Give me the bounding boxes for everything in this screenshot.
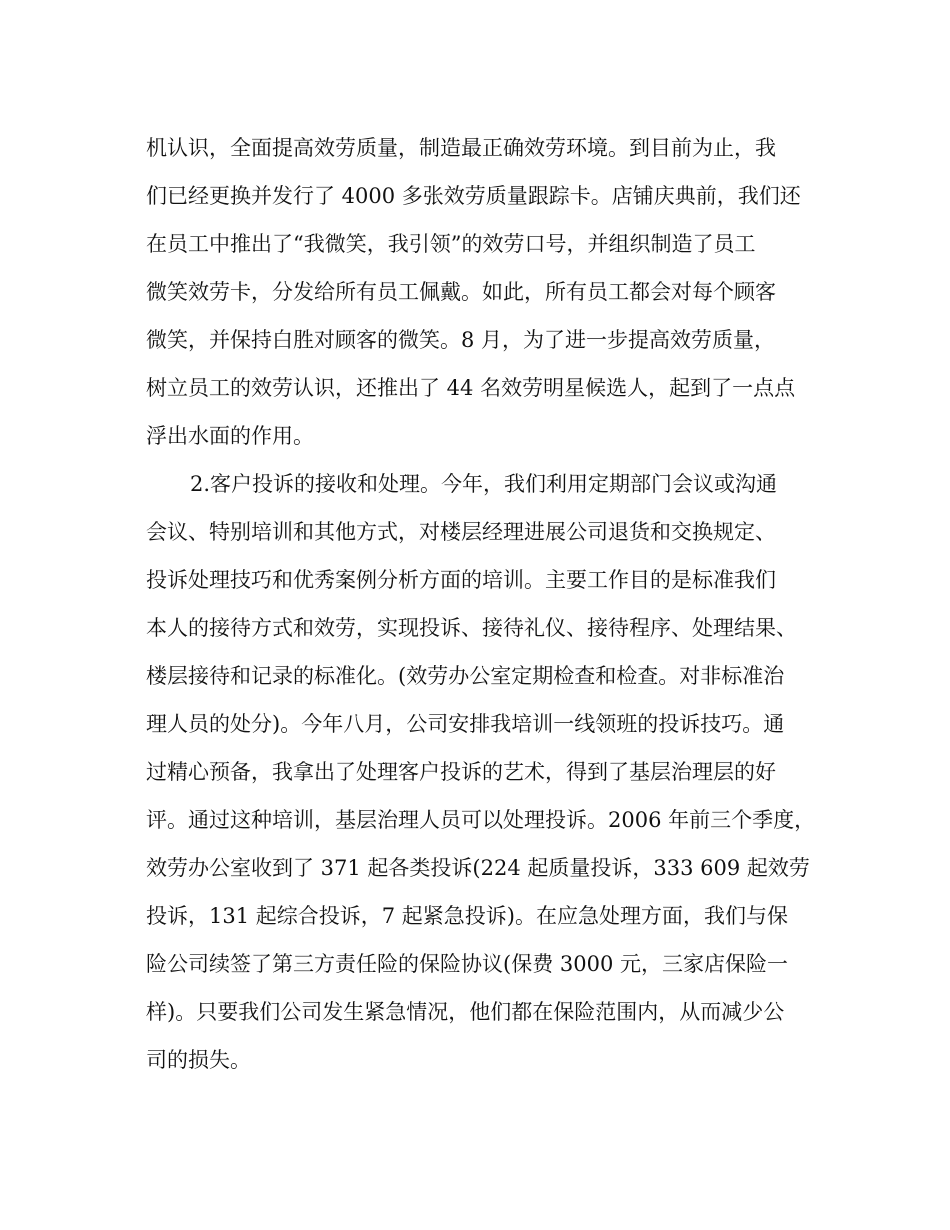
text-line: 样)。只要我们公司发生紧急情况，他们都在保险范围内，从而减少公	[146, 1000, 785, 1024]
text-line: 会议、特别培训和其他方式，对楼层经理进展公司退货和交换规定、	[146, 520, 776, 544]
text-line: 投诉处理技巧和优秀案例分析方面的培训。主要工作目的是标准我们	[146, 568, 776, 592]
text-line: 浮出水面的作用。	[146, 424, 314, 448]
document-body	[146, 124, 826, 1084]
text-line: 们已经更换并发行了 4000 多张效劳质量跟踪卡。店铺庆典前，我们还	[146, 184, 801, 208]
text-line: 本人的接待方式和效劳，实现投诉、接待礼仪、接待程序、处理结果、	[146, 616, 797, 640]
text-line: 评。通过这种培训，基层治理人员可以处理投诉。2006 年前三个季度，	[146, 808, 816, 832]
text-line: 楼层接待和记录的标准化。(效劳办公室定期检查和检查。对非标准治	[146, 664, 785, 688]
text-line: 在员工中推出了“我微笑，我引领”的效劳口号，并组织制造了员工	[146, 232, 756, 256]
text-line: 机认识，全面提高效劳质量，制造最正确效劳环境。到目前为止，我	[146, 136, 776, 160]
text-line: 投诉，131 起综合投诉，7 起紧急投诉)。在应急处理方面，我们与保	[146, 904, 788, 928]
text-line-indented: 2.客户投诉的接收和处理。今年，我们利用定期部门会议或沟通	[190, 472, 778, 496]
paragraph-1	[146, 124, 826, 460]
text-line: 微笑效劳卡，分发给所有员工佩戴。如此，所有员工都会对每个顾客	[146, 280, 776, 304]
paragraph-2	[146, 460, 826, 1084]
text-line: 效劳办公室收到了 371 起各类投诉(224 起质量投诉，333 609 起效劳	[146, 856, 810, 880]
text-line: 树立员工的效劳认识，还推出了 44 名效劳明星候选人，起到了一点点	[146, 376, 796, 400]
text-line: 过精心预备，我拿出了处理客户投诉的艺术，得到了基层治理层的好	[146, 760, 776, 784]
text-line: 微笑，并保持白胜对顾客的微笑。8 月，为了进一步提高效劳质量，	[146, 328, 776, 352]
text-line: 险公司续签了第三方责任险的保险协议(保费 3000 元，三家店保险一	[146, 952, 788, 976]
text-line: 理人员的处分)。今年八月，公司安排我培训一线领班的投诉技巧。通	[146, 712, 785, 736]
text-line: 司的损失。	[146, 1048, 251, 1072]
